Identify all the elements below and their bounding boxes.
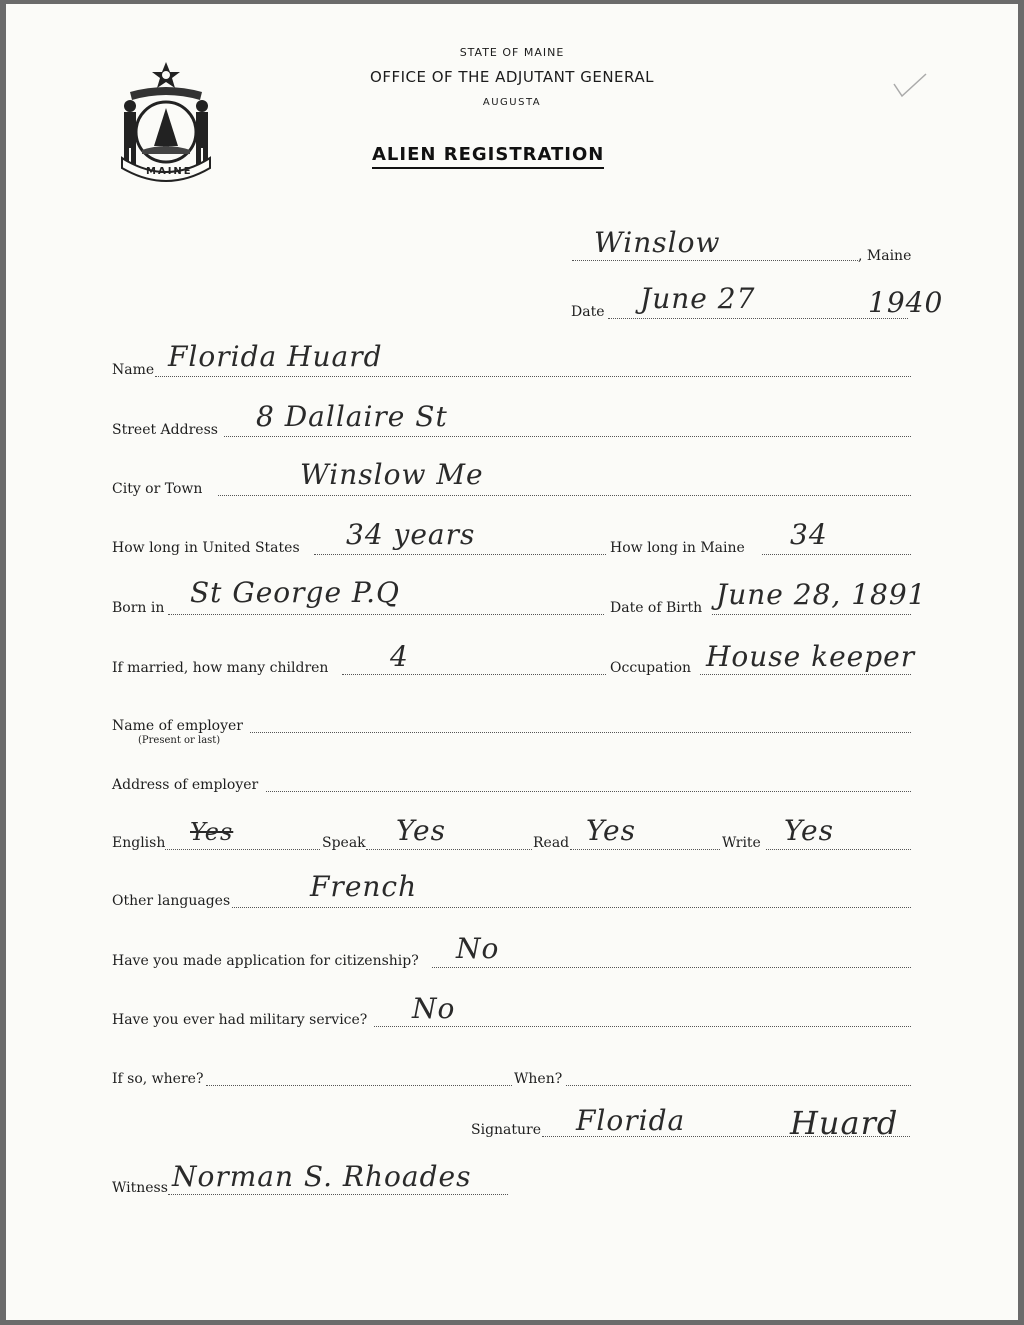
occupation-label: Occupation <box>610 660 692 676</box>
citizenship-value: No <box>456 932 500 965</box>
english-label: English <box>112 835 166 851</box>
how-long-maine-label: How long in Maine <box>610 540 745 556</box>
born-in-line <box>168 614 604 615</box>
military-label: Have you ever had military service? <box>112 1012 368 1028</box>
write-line <box>766 849 911 850</box>
other-languages-line <box>232 907 911 908</box>
city-line <box>218 495 911 496</box>
military-line <box>374 1026 911 1027</box>
children-value: 4 <box>390 640 409 673</box>
employer-name-line <box>250 732 911 733</box>
street-label: Street Address <box>112 422 218 438</box>
date-of-birth-label: Date of Birth <box>610 600 703 616</box>
town-value: Winslow <box>594 226 721 259</box>
other-languages-label: Other languages <box>112 893 231 909</box>
name-value: Florida Huard <box>168 340 383 373</box>
read-label: Read <box>533 835 570 851</box>
street-value: 8 Dallaire St <box>256 400 448 433</box>
citizenship-label: Have you made application for citizenship? <box>112 953 419 969</box>
date-of-birth-line <box>712 614 911 615</box>
write-value: Yes <box>784 814 834 847</box>
town-line <box>572 260 858 261</box>
children-line <box>342 674 606 675</box>
employer-address-label: Address of employer <box>112 777 259 793</box>
when-line <box>566 1085 911 1086</box>
maine-label: , Maine <box>858 248 912 264</box>
date-of-birth-value: June 28, 1891 <box>716 578 927 611</box>
street-line <box>224 436 911 437</box>
employer-address-line <box>266 791 911 792</box>
witness-value: Norman S. Rhoades <box>172 1160 472 1193</box>
born-in-value: St George P.Q <box>190 576 400 609</box>
office-heading: OFFICE OF THE ADJUTANT GENERAL <box>370 68 654 86</box>
if-so-where-line <box>206 1085 512 1086</box>
signature-value-first: Florida <box>576 1104 686 1137</box>
city-heading: AUGUSTA <box>482 97 542 108</box>
speak-label: Speak <box>322 835 366 851</box>
city-value: Winslow Me <box>300 458 484 491</box>
english-line <box>165 849 320 850</box>
occupation-value: House keeper <box>706 640 916 673</box>
how-long-maine-line <box>762 554 911 555</box>
how-long-us-line <box>314 554 606 555</box>
speak-line <box>366 849 532 850</box>
english-value: Yes <box>190 818 234 846</box>
witness-line <box>168 1194 508 1195</box>
occupation-line <box>700 674 911 675</box>
citizenship-line <box>432 967 911 968</box>
name-line <box>155 376 911 377</box>
how-long-maine-value: 34 <box>790 518 828 551</box>
witness-label: Witness <box>112 1180 168 1196</box>
if-so-where-label: If so, where? <box>112 1071 204 1087</box>
date-label: Date <box>571 304 605 320</box>
born-in-label: Born in <box>112 600 165 616</box>
how-long-us-value: 34 years <box>346 518 476 551</box>
signature-label: Signature <box>471 1122 542 1138</box>
employer-name-sublabel: (Present or last) <box>138 735 221 746</box>
date-year-value: 1940 <box>868 286 944 319</box>
signature-value-last: Huard <box>790 1104 899 1142</box>
read-line <box>570 849 720 850</box>
seal-banner-text: MAINE <box>146 166 193 177</box>
write-label: Write <box>722 835 761 851</box>
name-label: Name <box>112 362 155 378</box>
speak-value: Yes <box>396 814 446 847</box>
children-label: If married, how many children <box>112 660 329 676</box>
city-label: City or Town <box>112 481 203 497</box>
read-value: Yes <box>586 814 636 847</box>
form-title: ALIEN REGISTRATION <box>372 144 604 169</box>
when-label: When? <box>514 1071 563 1087</box>
date-line <box>608 318 908 319</box>
how-long-us-label: How long in United States <box>112 540 300 556</box>
military-value: No <box>412 992 456 1025</box>
date-value: June 27 <box>640 282 756 315</box>
employer-name-label: Name of employer <box>112 718 243 734</box>
state-heading: STATE OF MAINE <box>459 46 565 59</box>
other-languages-value: French <box>310 870 418 903</box>
